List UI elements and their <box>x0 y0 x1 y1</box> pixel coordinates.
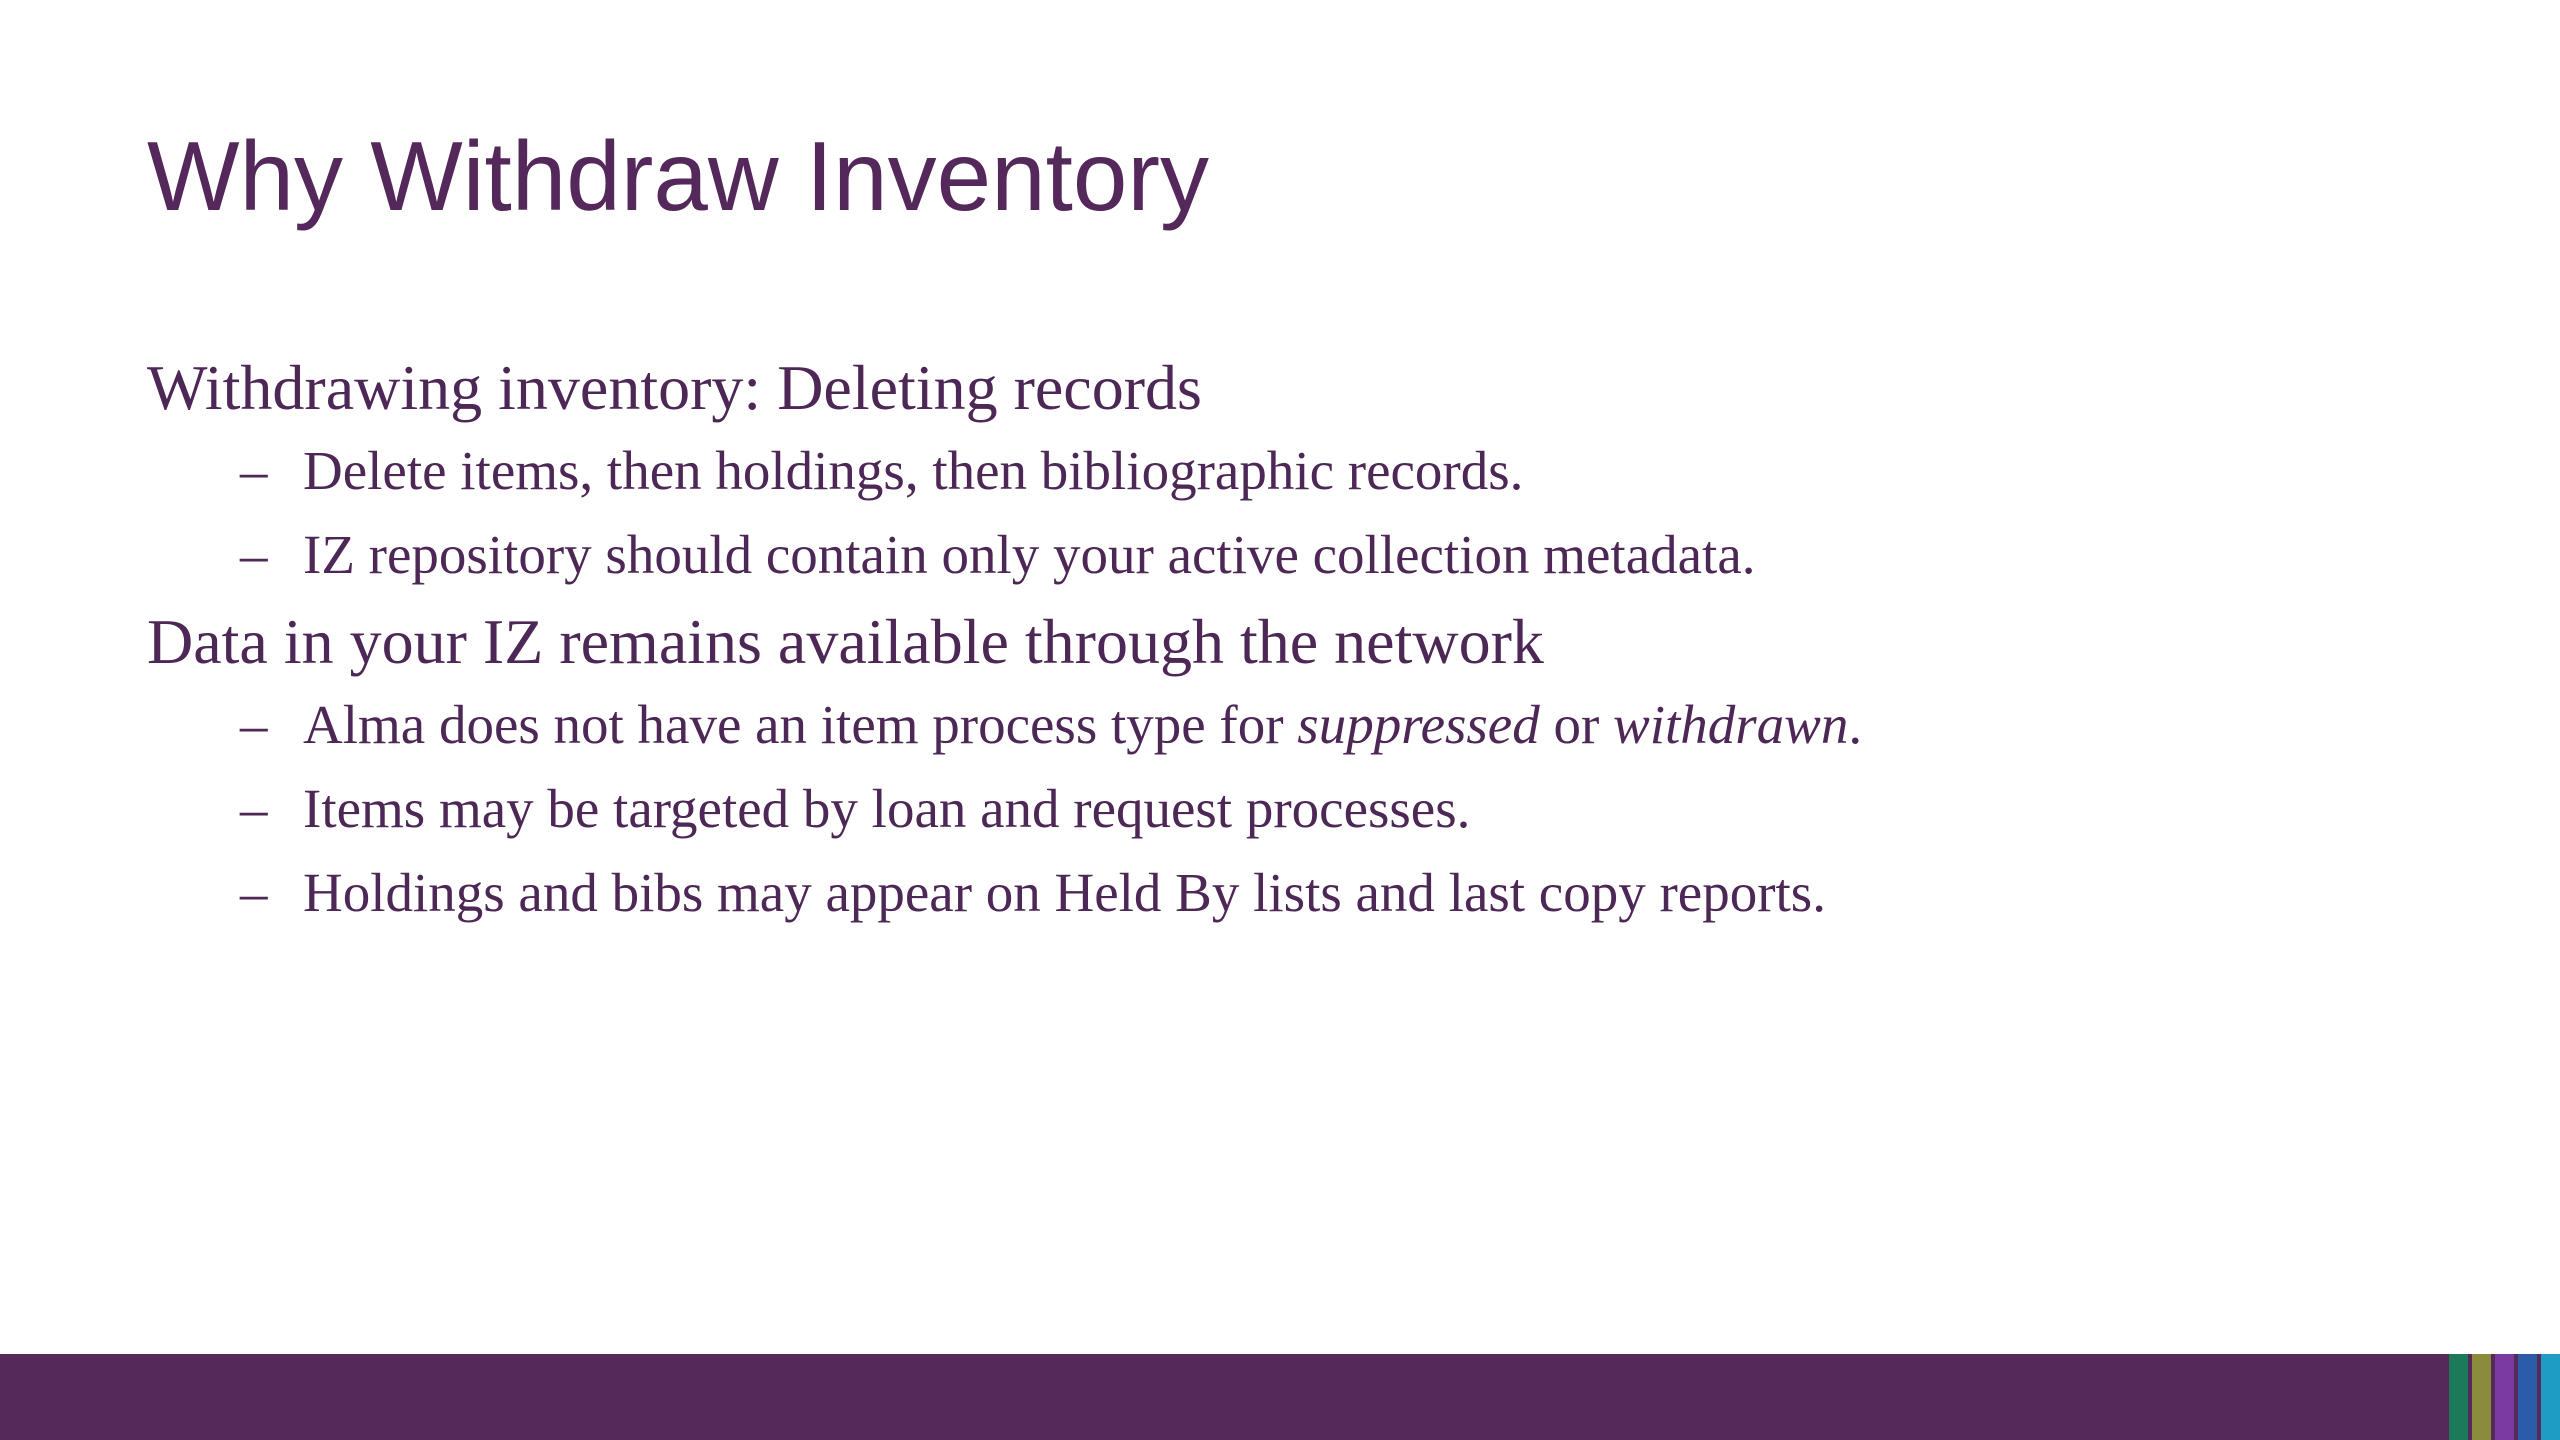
stripe-cyan <box>2541 1354 2560 1440</box>
footer-color-stripes <box>2449 1354 2560 1440</box>
bullet-dash: – <box>240 440 268 501</box>
stripe-blue <box>2518 1354 2537 1440</box>
bullet-dash: – <box>240 778 268 839</box>
stripe-green <box>2449 1354 2468 1440</box>
bullet-dash: – <box>240 524 268 585</box>
bullet-text-before: Alma does not have an item process type for <box>303 694 1298 755</box>
stripe-purple <box>2495 1354 2514 1440</box>
slide-body <box>147 348 2447 928</box>
stripe-olive <box>2472 1354 2491 1440</box>
bullet-iz-repository <box>147 520 2447 590</box>
bullet-text-mid: or <box>1539 694 1614 755</box>
footer-band <box>0 1354 2560 1440</box>
bullet-process-type <box>147 690 2447 760</box>
bullet-emphasis-suppressed: suppressed <box>1297 694 1540 755</box>
bullet-delete-order <box>147 436 2447 506</box>
bullet-text: IZ repository should contain only your active collection metadata. <box>303 524 1756 585</box>
bullet-dash: – <box>240 694 268 755</box>
slide-title: Why Withdraw Inventory <box>147 121 1209 231</box>
section-heading-withdrawing: Withdrawing inventory: Deleting records <box>147 352 1202 423</box>
bullet-loan-request <box>147 774 2447 844</box>
bullet-text: Holdings and bibs may appear on Held By lists and last copy reports. <box>303 862 1826 923</box>
bullet-held-by <box>147 858 2447 928</box>
bullet-dash: – <box>240 862 268 923</box>
bullet-text-after: . <box>1848 694 1863 755</box>
bullet-emphasis-withdrawn: withdrawn <box>1613 694 1849 755</box>
bullet-text: Delete items, then holdings, then bibliographic records. <box>303 440 1524 501</box>
section-heading-data-in-iz: Data in your IZ remains available through the network <box>147 606 1544 677</box>
bullet-text: Items may be targeted by loan and request processes. <box>303 778 1471 839</box>
